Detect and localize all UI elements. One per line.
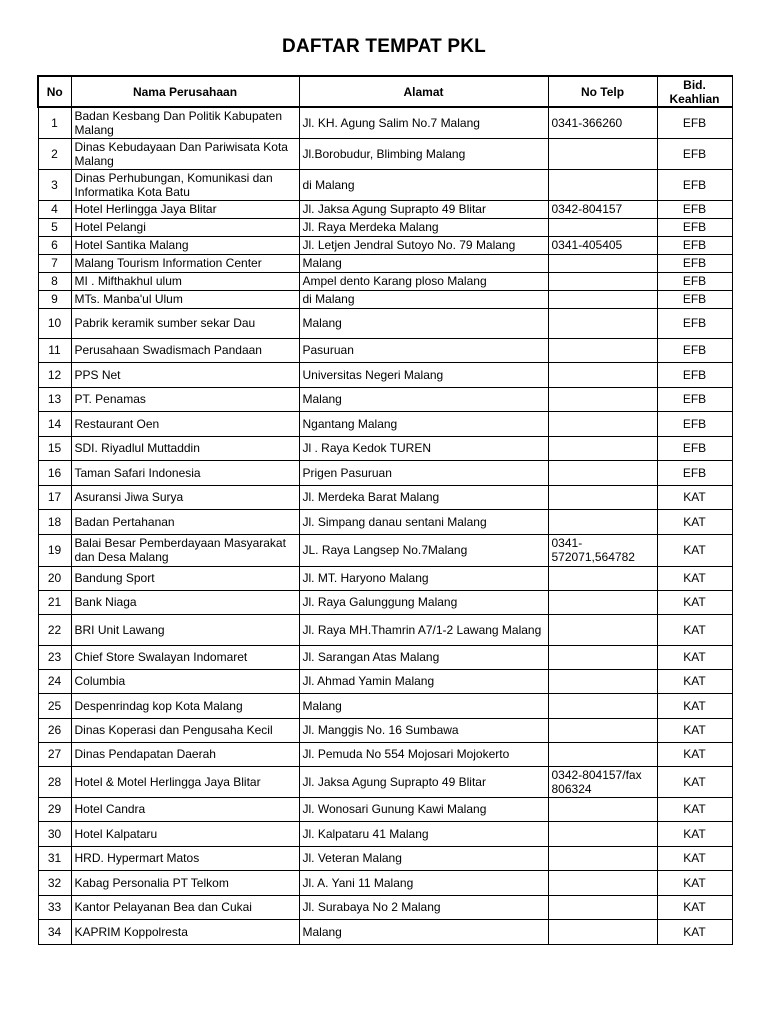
cell-bid-keahlian: KAT: [657, 895, 732, 919]
cell-alamat: Jl. Pemuda No 554 Mojosari Mojokerto: [299, 742, 548, 766]
table-row: [38, 919, 732, 944]
cell-nama-perusahaan: KAPRIM Koppolresta: [71, 919, 299, 944]
cell-bid-keahlian: EFB: [657, 436, 732, 460]
cell-no-telp: [548, 669, 657, 693]
cell-no-telp: [548, 693, 657, 718]
table-row: [38, 590, 732, 614]
cell-no-telp: [548, 387, 657, 411]
cell-bid-keahlian: EFB: [657, 200, 732, 218]
cell-no-telp: [548, 718, 657, 742]
cell-alamat: Jl. MT. Haryono Malang: [299, 566, 548, 590]
cell-nama-perusahaan: MTs. Manba'ul Ulum: [71, 290, 299, 308]
cell-bid-keahlian: EFB: [657, 338, 732, 362]
table-row: [38, 870, 732, 895]
cell-bid-keahlian: EFB: [657, 387, 732, 411]
cell-alamat: Jl.Borobudur, Blimbing Malang: [299, 138, 548, 169]
cell-no-telp: [548, 614, 657, 645]
pkl-table: [37, 75, 733, 945]
cell-no: 2: [38, 138, 71, 169]
cell-nama-perusahaan: Hotel Santika Malang: [71, 236, 299, 254]
cell-bid-keahlian: KAT: [657, 566, 732, 590]
cell-nama-perusahaan: Perusahaan Swadismach Pandaan: [71, 338, 299, 362]
cell-no: 29: [38, 797, 71, 821]
cell-bid-keahlian: EFB: [657, 290, 732, 308]
cell-no-telp: [548, 362, 657, 387]
cell-bid-keahlian: KAT: [657, 614, 732, 645]
cell-no: 24: [38, 669, 71, 693]
cell-alamat: Malang: [299, 693, 548, 718]
cell-alamat: Jl. Raya Galunggung Malang: [299, 590, 548, 614]
cell-alamat: Ampel dento Karang ploso Malang: [299, 272, 548, 290]
table-row: [38, 138, 732, 169]
table-row: [38, 200, 732, 218]
cell-bid-keahlian: EFB: [657, 107, 732, 138]
cell-no-telp: [548, 895, 657, 919]
table-row: [38, 290, 732, 308]
cell-no: 28: [38, 766, 71, 797]
cell-nama-perusahaan: Kantor Pelayanan Bea dan Cukai: [71, 895, 299, 919]
cell-no-telp: [548, 742, 657, 766]
table-row: [38, 846, 732, 870]
cell-nama-perusahaan: MI . Mifthakhul ulum: [71, 272, 299, 290]
cell-nama-perusahaan: Pabrik keramik sumber sekar Dau: [71, 308, 299, 338]
cell-alamat: Malang: [299, 919, 548, 944]
table-row: [38, 485, 732, 509]
table-row: [38, 411, 732, 436]
table-row: [38, 107, 732, 138]
cell-no: 10: [38, 308, 71, 338]
cell-nama-perusahaan: Bandung Sport: [71, 566, 299, 590]
cell-alamat: Jl. Jaksa Agung Suprapto 49 Blitar: [299, 200, 548, 218]
cell-bid-keahlian: KAT: [657, 485, 732, 509]
cell-no-telp: 0341-366260: [548, 107, 657, 138]
cell-no-telp: 0341-572071,564782: [548, 534, 657, 566]
cell-bid-keahlian: KAT: [657, 797, 732, 821]
cell-no: 16: [38, 460, 71, 485]
cell-bid-keahlian: EFB: [657, 362, 732, 387]
table-row: [38, 254, 732, 272]
cell-alamat: Ngantang Malang: [299, 411, 548, 436]
cell-bid-keahlian: EFB: [657, 411, 732, 436]
cell-alamat: Universitas Negeri Malang: [299, 362, 548, 387]
cell-no-telp: [548, 645, 657, 669]
header-bid-keahlian: Bid. Keahlian: [657, 76, 732, 107]
cell-nama-perusahaan: Restaurant Oen: [71, 411, 299, 436]
header-nama-perusahaan: Nama Perusahaan: [71, 76, 299, 107]
cell-nama-perusahaan: HRD. Hypermart Matos: [71, 846, 299, 870]
header-alamat: Alamat: [299, 76, 548, 107]
cell-no: 6: [38, 236, 71, 254]
cell-no: 1: [38, 107, 71, 138]
cell-bid-keahlian: KAT: [657, 590, 732, 614]
cell-no-telp: [548, 870, 657, 895]
cell-no-telp: [548, 846, 657, 870]
cell-nama-perusahaan: Hotel & Motel Herlingga Jaya Blitar: [71, 766, 299, 797]
cell-no-telp: [548, 797, 657, 821]
cell-nama-perusahaan: Kabag Personalia PT Telkom: [71, 870, 299, 895]
cell-bid-keahlian: KAT: [657, 821, 732, 846]
cell-bid-keahlian: EFB: [657, 218, 732, 236]
table-row: [38, 821, 732, 846]
cell-no: 34: [38, 919, 71, 944]
table-row: [38, 895, 732, 919]
cell-no: 7: [38, 254, 71, 272]
cell-alamat: Jl. Merdeka Barat Malang: [299, 485, 548, 509]
cell-nama-perusahaan: SDI. Riyadlul Muttaddin: [71, 436, 299, 460]
cell-alamat: Jl. Jaksa Agung Suprapto 49 Blitar: [299, 766, 548, 797]
cell-bid-keahlian: KAT: [657, 919, 732, 944]
cell-bid-keahlian: KAT: [657, 693, 732, 718]
cell-bid-keahlian: EFB: [657, 236, 732, 254]
cell-alamat: Malang: [299, 254, 548, 272]
cell-no: 22: [38, 614, 71, 645]
table-body: [38, 107, 732, 944]
cell-nama-perusahaan: Bank Niaga: [71, 590, 299, 614]
cell-nama-perusahaan: Balai Besar Pemberdayaan Masyarakat dan Desa Malang: [71, 534, 299, 566]
table-row: [38, 272, 732, 290]
cell-no-telp: [548, 485, 657, 509]
table-row: [38, 509, 732, 534]
table-row: [38, 436, 732, 460]
cell-bid-keahlian: KAT: [657, 846, 732, 870]
cell-alamat: Malang: [299, 308, 548, 338]
table-row: [38, 460, 732, 485]
cell-nama-perusahaan: Badan Pertahanan: [71, 509, 299, 534]
cell-bid-keahlian: EFB: [657, 272, 732, 290]
cell-no-telp: 0342-804157/fax 806324: [548, 766, 657, 797]
cell-nama-perusahaan: Dinas Koperasi dan Pengusaha Kecil: [71, 718, 299, 742]
cell-no: 14: [38, 411, 71, 436]
cell-alamat: Jl. KH. Agung Salim No.7 Malang: [299, 107, 548, 138]
cell-nama-perusahaan: Columbia: [71, 669, 299, 693]
cell-nama-perusahaan: Hotel Candra: [71, 797, 299, 821]
table-row: [38, 645, 732, 669]
cell-no: 15: [38, 436, 71, 460]
cell-no: 26: [38, 718, 71, 742]
table-row: [38, 338, 732, 362]
cell-nama-perusahaan: Asuransi Jiwa Surya: [71, 485, 299, 509]
cell-no-telp: [548, 218, 657, 236]
cell-no-telp: [548, 436, 657, 460]
cell-bid-keahlian: KAT: [657, 534, 732, 566]
cell-no: 9: [38, 290, 71, 308]
cell-bid-keahlian: EFB: [657, 308, 732, 338]
cell-alamat: Jl. Surabaya No 2 Malang: [299, 895, 548, 919]
table-row: [38, 534, 732, 566]
cell-no-telp: 0341-405405: [548, 236, 657, 254]
cell-no-telp: [548, 821, 657, 846]
cell-nama-perusahaan: Despenrindag kop Kota Malang: [71, 693, 299, 718]
cell-alamat: JL. Raya Langsep No.7Malang: [299, 534, 548, 566]
cell-alamat: Jl. Manggis No. 16 Sumbawa: [299, 718, 548, 742]
cell-no: 21: [38, 590, 71, 614]
cell-no-telp: [548, 566, 657, 590]
cell-alamat: Jl. Raya MH.Thamrin A7/1-2 Lawang Malang: [299, 614, 548, 645]
cell-no: 27: [38, 742, 71, 766]
cell-alamat: Jl. Ahmad Yamin Malang: [299, 669, 548, 693]
cell-no: 25: [38, 693, 71, 718]
cell-no-telp: [548, 411, 657, 436]
table-row: [38, 766, 732, 797]
cell-alamat: di Malang: [299, 290, 548, 308]
cell-no: 32: [38, 870, 71, 895]
header-no: No: [38, 76, 71, 107]
cell-alamat: Jl. Raya Merdeka Malang: [299, 218, 548, 236]
cell-no: 8: [38, 272, 71, 290]
cell-no-telp: [548, 138, 657, 169]
cell-alamat: Pasuruan: [299, 338, 548, 362]
header-no-telp: No Telp: [548, 76, 657, 107]
cell-bid-keahlian: KAT: [657, 669, 732, 693]
cell-no: 33: [38, 895, 71, 919]
table-row: [38, 362, 732, 387]
cell-no: 4: [38, 200, 71, 218]
cell-no: 5: [38, 218, 71, 236]
table-header-row: [38, 76, 732, 107]
cell-nama-perusahaan: Dinas Perhubungan, Komunikasi dan Informatika Kota Batu: [71, 169, 299, 200]
cell-no: 31: [38, 846, 71, 870]
cell-no-telp: [548, 338, 657, 362]
cell-nama-perusahaan: Hotel Herlingga Jaya Blitar: [71, 200, 299, 218]
cell-no-telp: [548, 254, 657, 272]
cell-nama-perusahaan: Taman Safari Indonesia: [71, 460, 299, 485]
cell-bid-keahlian: KAT: [657, 766, 732, 797]
cell-alamat: Jl. Letjen Jendral Sutoyo No. 79 Malang: [299, 236, 548, 254]
cell-no-telp: [548, 460, 657, 485]
cell-nama-perusahaan: Hotel Pelangi: [71, 218, 299, 236]
cell-no-telp: 0342-804157: [548, 200, 657, 218]
cell-no-telp: [548, 509, 657, 534]
cell-bid-keahlian: KAT: [657, 870, 732, 895]
table-row: [38, 308, 732, 338]
table-row: [38, 693, 732, 718]
cell-alamat: Jl. Simpang danau sentani Malang: [299, 509, 548, 534]
cell-no: 30: [38, 821, 71, 846]
cell-bid-keahlian: EFB: [657, 138, 732, 169]
cell-no: 20: [38, 566, 71, 590]
cell-no-telp: [548, 919, 657, 944]
table-row: [38, 218, 732, 236]
cell-no: 17: [38, 485, 71, 509]
cell-no: 23: [38, 645, 71, 669]
cell-bid-keahlian: KAT: [657, 742, 732, 766]
table-row: [38, 236, 732, 254]
cell-no: 11: [38, 338, 71, 362]
cell-no-telp: [548, 590, 657, 614]
cell-alamat: Jl. A. Yani 11 Malang: [299, 870, 548, 895]
cell-nama-perusahaan: Badan Kesbang Dan Politik Kabupaten Malang: [71, 107, 299, 138]
table-row: [38, 614, 732, 645]
cell-bid-keahlian: KAT: [657, 509, 732, 534]
cell-no: 19: [38, 534, 71, 566]
cell-bid-keahlian: EFB: [657, 460, 732, 485]
table-row: [38, 669, 732, 693]
cell-nama-perusahaan: Dinas Pendapatan Daerah: [71, 742, 299, 766]
cell-no: 3: [38, 169, 71, 200]
cell-no-telp: [548, 290, 657, 308]
cell-alamat: Jl. Veteran Malang: [299, 846, 548, 870]
table-row: [38, 797, 732, 821]
table-row: [38, 742, 732, 766]
table-row: [38, 387, 732, 411]
cell-alamat: Jl. Kalpataru 41 Malang: [299, 821, 548, 846]
table-row: [38, 566, 732, 590]
cell-bid-keahlian: EFB: [657, 254, 732, 272]
table-row: [38, 718, 732, 742]
cell-nama-perusahaan: PT. Penamas: [71, 387, 299, 411]
cell-no: 12: [38, 362, 71, 387]
cell-no: 18: [38, 509, 71, 534]
cell-nama-perusahaan: BRI Unit Lawang: [71, 614, 299, 645]
table-row: [38, 169, 732, 200]
cell-nama-perusahaan: Hotel Kalpataru: [71, 821, 299, 846]
cell-alamat: Malang: [299, 387, 548, 411]
cell-nama-perusahaan: Malang Tourism Information Center: [71, 254, 299, 272]
cell-nama-perusahaan: Chief Store Swalayan Indomaret: [71, 645, 299, 669]
cell-no-telp: [548, 272, 657, 290]
cell-alamat: Jl . Raya Kedok TUREN: [299, 436, 548, 460]
cell-alamat: di Malang: [299, 169, 548, 200]
page-title: DAFTAR TEMPAT PKL: [282, 36, 486, 57]
cell-nama-perusahaan: PPS Net: [71, 362, 299, 387]
cell-no-telp: [548, 308, 657, 338]
cell-no: 13: [38, 387, 71, 411]
cell-nama-perusahaan: Dinas Kebudayaan Dan Pariwisata Kota Malang: [71, 138, 299, 169]
cell-bid-keahlian: KAT: [657, 718, 732, 742]
cell-bid-keahlian: EFB: [657, 169, 732, 200]
cell-alamat: Prigen Pasuruan: [299, 460, 548, 485]
cell-alamat: Jl. Wonosari Gunung Kawi Malang: [299, 797, 548, 821]
cell-bid-keahlian: KAT: [657, 645, 732, 669]
cell-no-telp: [548, 169, 657, 200]
cell-alamat: Jl. Sarangan Atas Malang: [299, 645, 548, 669]
